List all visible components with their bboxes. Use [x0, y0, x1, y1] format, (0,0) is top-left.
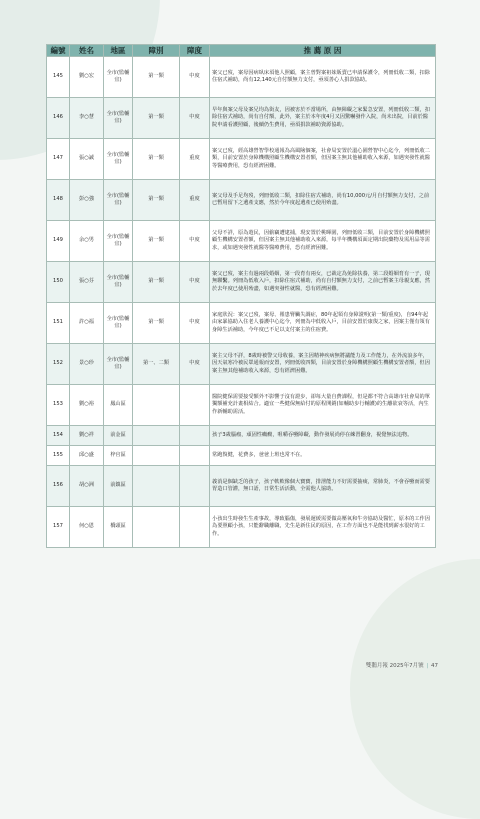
cell-id: 145	[47, 57, 70, 98]
cell-name: 劉○裕	[70, 385, 104, 426]
cell-type: 第一類	[133, 221, 180, 262]
cell-name: 邱○盛	[70, 446, 104, 466]
cell-region: 全市(監輔宜)	[104, 57, 133, 98]
cell-name: 李○慧	[70, 98, 104, 139]
cell-region: 全市(監輔宜)	[104, 180, 133, 221]
cell-name: 何○恩	[70, 507, 104, 548]
cell-name: 許○福	[70, 303, 104, 344]
cell-name: 彭○強	[70, 180, 104, 221]
table-row	[47, 180, 436, 221]
table-row	[47, 385, 436, 426]
cell-id: 151	[47, 303, 70, 344]
table-row	[47, 507, 436, 548]
cell-id: 152	[47, 344, 70, 385]
cell-reason: 案父已歿，案母因病臥床須他人照顧，案主曾對案祖妹販賣已申請保護令，列冊低收二類，扣除住宿式補助，尚有12,140元自付額無力支付，亟須善心人捐款協助。	[210, 57, 436, 98]
cell-degree	[180, 426, 210, 446]
cell-region: 梓官區	[104, 446, 133, 466]
cell-reason: 家庭狀況：案父已歿，案母、罹患腎臟失調症，80年起領有身障證明(第一類/重度)，自94年起由家暴協助入住老人養護中心迄今，列冊為中低收入戶，目前安置於康復之家，因案主僅有領有身障生活補助，今年度已不足以支付案主的住宿費。	[210, 303, 436, 344]
cell-name: 余○男	[70, 221, 104, 262]
cell-degree	[180, 446, 210, 466]
cell-region: 全市(監輔宜)	[104, 98, 133, 139]
header-id: 編號	[47, 45, 70, 57]
cell-reason: 父母不詳，原為遊民，因偷竊遭逮捕，現安置於桃暉園，列冊低收三類，目前安置於身障機構照顧生機構安置者額，但因案主無其他補助收入來源，每半年機構須面定期出院藥物及需用品等需求，或如遇突發性就醫等醫療費用，恐有經濟困難。	[210, 221, 436, 262]
cell-reason: 案父已歿，經高雄營智學校通報為高風險個案，社會局安置於溫心園營智中心迄今，列冊低收二類，目前安置於身障機構照顧生機構安置者額，但因案主無其他補助收入來源，如遇突發性就醫等醫療費用，恐有經濟困難。	[210, 139, 436, 180]
cell-reason: 案父母及手足均歿，列冊低收二類，扣除住宿式補助，尚有10,000元/月自付額無力支付，之前已暫用留下之遺產支應，然於今年度起遺產已使用殆盡。	[210, 180, 436, 221]
cell-degree: 中度	[180, 262, 210, 303]
cell-reason: 案主父母不詳，8歲時被警父母收養，案主因精神疾病無將議能力及工作能力，在外流浪多年，因天氣寒冷被民眾通報而安置，列冊低收四類，目前安置於身障機構照顧生機構安置者額，但因案主無其他補助收入來源，恐有經濟困難。	[210, 344, 436, 385]
cell-id: 155	[47, 446, 70, 466]
cell-reason: 義消是個缺乏的孩子，孩子軟軟像個大寶寶，排泄能力不好需要抽痰，常肺炎，不會吞嚥而需要胃造口管灌，無口語，日常生活活動，全需他人協助。	[210, 466, 436, 507]
table-row	[47, 446, 436, 466]
cell-reason: 常跑復健，花費多，爸爸上班也常不在。	[210, 446, 436, 466]
cell-id: 154	[47, 426, 70, 446]
cell-id: 150	[47, 262, 70, 303]
cell-degree	[180, 385, 210, 426]
cell-type: 第一類	[133, 180, 180, 221]
table-row	[47, 262, 436, 303]
donation-table-container	[46, 44, 435, 548]
cell-type	[133, 426, 180, 446]
header-name: 姓名	[70, 45, 104, 57]
footer-separator: |	[426, 663, 429, 669]
cell-region: 前鎮區	[104, 466, 133, 507]
cell-degree: 中度	[180, 344, 210, 385]
table-row	[47, 303, 436, 344]
cell-id: 149	[47, 221, 70, 262]
cell-region: 全市(監輔宜)	[104, 303, 133, 344]
table-row	[47, 98, 436, 139]
page-footer	[366, 661, 438, 669]
header-reason: 推 薦 原 因	[210, 45, 436, 57]
cell-reason: 案父已歿，案主有過兩段婚姻，第一段育有兩女，已裁定為免除扶養，第二段婚姻育有一子，現無聯繫。列冊為低收入戶，扣除住宿式補助，尚有自付額無力支付，之前已暫案主母親支應，然於去年度已使用殆盡，如遇突發性就醫，恐有經濟困難。	[210, 262, 436, 303]
cell-degree: 重度	[180, 180, 210, 221]
cell-region: 前金區	[104, 426, 133, 446]
cell-degree: 中度	[180, 303, 210, 344]
cell-name: 景○珍	[70, 344, 104, 385]
cell-type: 第一類	[133, 262, 180, 303]
cell-name: 劉○祥	[70, 426, 104, 446]
table-row	[47, 221, 436, 262]
cell-type	[133, 446, 180, 466]
cell-id: 157	[47, 507, 70, 548]
cell-region: 全市(監輔宜)	[104, 221, 133, 262]
footer-publication: 雙鵝月報 2025年7月號	[365, 663, 424, 669]
cell-id: 147	[47, 139, 70, 180]
cell-region: 鳳山區	[104, 385, 133, 426]
cell-degree: 中度	[180, 57, 210, 98]
cell-type: 第一類	[133, 139, 180, 180]
recommendation-table	[46, 44, 436, 548]
table-header-row	[47, 45, 436, 57]
cell-name: 張○芬	[70, 262, 104, 303]
table-row	[47, 426, 436, 446]
cell-type: 第一類	[133, 57, 180, 98]
cell-name: 劉○宏	[70, 57, 104, 98]
table-row	[47, 466, 436, 507]
cell-reason: 孩子3歲腦瘤，頑固性癲癇，咀嚼吞嚥障礙，動作發展尚停在練習翻身，視覺無法追物。	[210, 426, 436, 446]
page-number: 47	[431, 663, 438, 669]
cell-degree: 中度	[180, 221, 210, 262]
header-region: 地區	[104, 45, 133, 57]
cell-region: 全市(監輔宜)	[104, 344, 133, 385]
cell-reason: 小孩出生時發生生產事故，導致腦傷，發展遲緩需要做高壓氧和牛旁協助及醫忙，原本的工作因為要照顧小孩，只能辭職離職，先生是新住民的原因，在工作方面也不是能找到薪水很好的工作。	[210, 507, 436, 548]
background-shape	[350, 559, 480, 819]
cell-degree: 中度	[180, 98, 210, 139]
cell-region: 橋頭區	[104, 507, 133, 548]
cell-region: 全市(監輔宜)	[104, 139, 133, 180]
table-row	[47, 57, 436, 98]
cell-type: 第一類	[133, 303, 180, 344]
cell-degree	[180, 466, 210, 507]
table-row	[47, 344, 436, 385]
cell-type: 第一類	[133, 98, 180, 139]
cell-degree: 重度	[180, 139, 210, 180]
cell-reason: 醫院健保需要接受額外不影響于沒有證步，卻每大量自費課程，但是都不符合高雄市社會局的單獨額補充計畫相結合。適宜一些健保無給付的原程開銷(如輔助步行輔護)的生離欲衰等活，內生作新輔助需活。	[210, 385, 436, 426]
cell-type	[133, 385, 180, 426]
cell-id: 146	[47, 98, 70, 139]
cell-type	[133, 507, 180, 548]
cell-id: 153	[47, 385, 70, 426]
cell-name: 張○誠	[70, 139, 104, 180]
header-degree: 障度	[180, 45, 210, 57]
table-row	[47, 139, 436, 180]
header-type: 障別	[133, 45, 180, 57]
cell-type	[133, 466, 180, 507]
cell-name: 胡○洲	[70, 466, 104, 507]
cell-id: 148	[47, 180, 70, 221]
cell-type: 第一、二類	[133, 344, 180, 385]
cell-region: 全市(監輔宜)	[104, 262, 133, 303]
cell-reason: 早年與案父母及案兄均為街友，因被害於不當場所，由無障礙之家緊急安置，列冊低收二類，扣除住宿式補助，尚有自付額，此外，案主於本年度4月又因驚嚇發作入院，尚未出院，目前於醫院申請看護照顧，後續仍生費用，亟須捐款補助資源協助。	[210, 98, 436, 139]
cell-id: 156	[47, 466, 70, 507]
cell-degree	[180, 507, 210, 548]
